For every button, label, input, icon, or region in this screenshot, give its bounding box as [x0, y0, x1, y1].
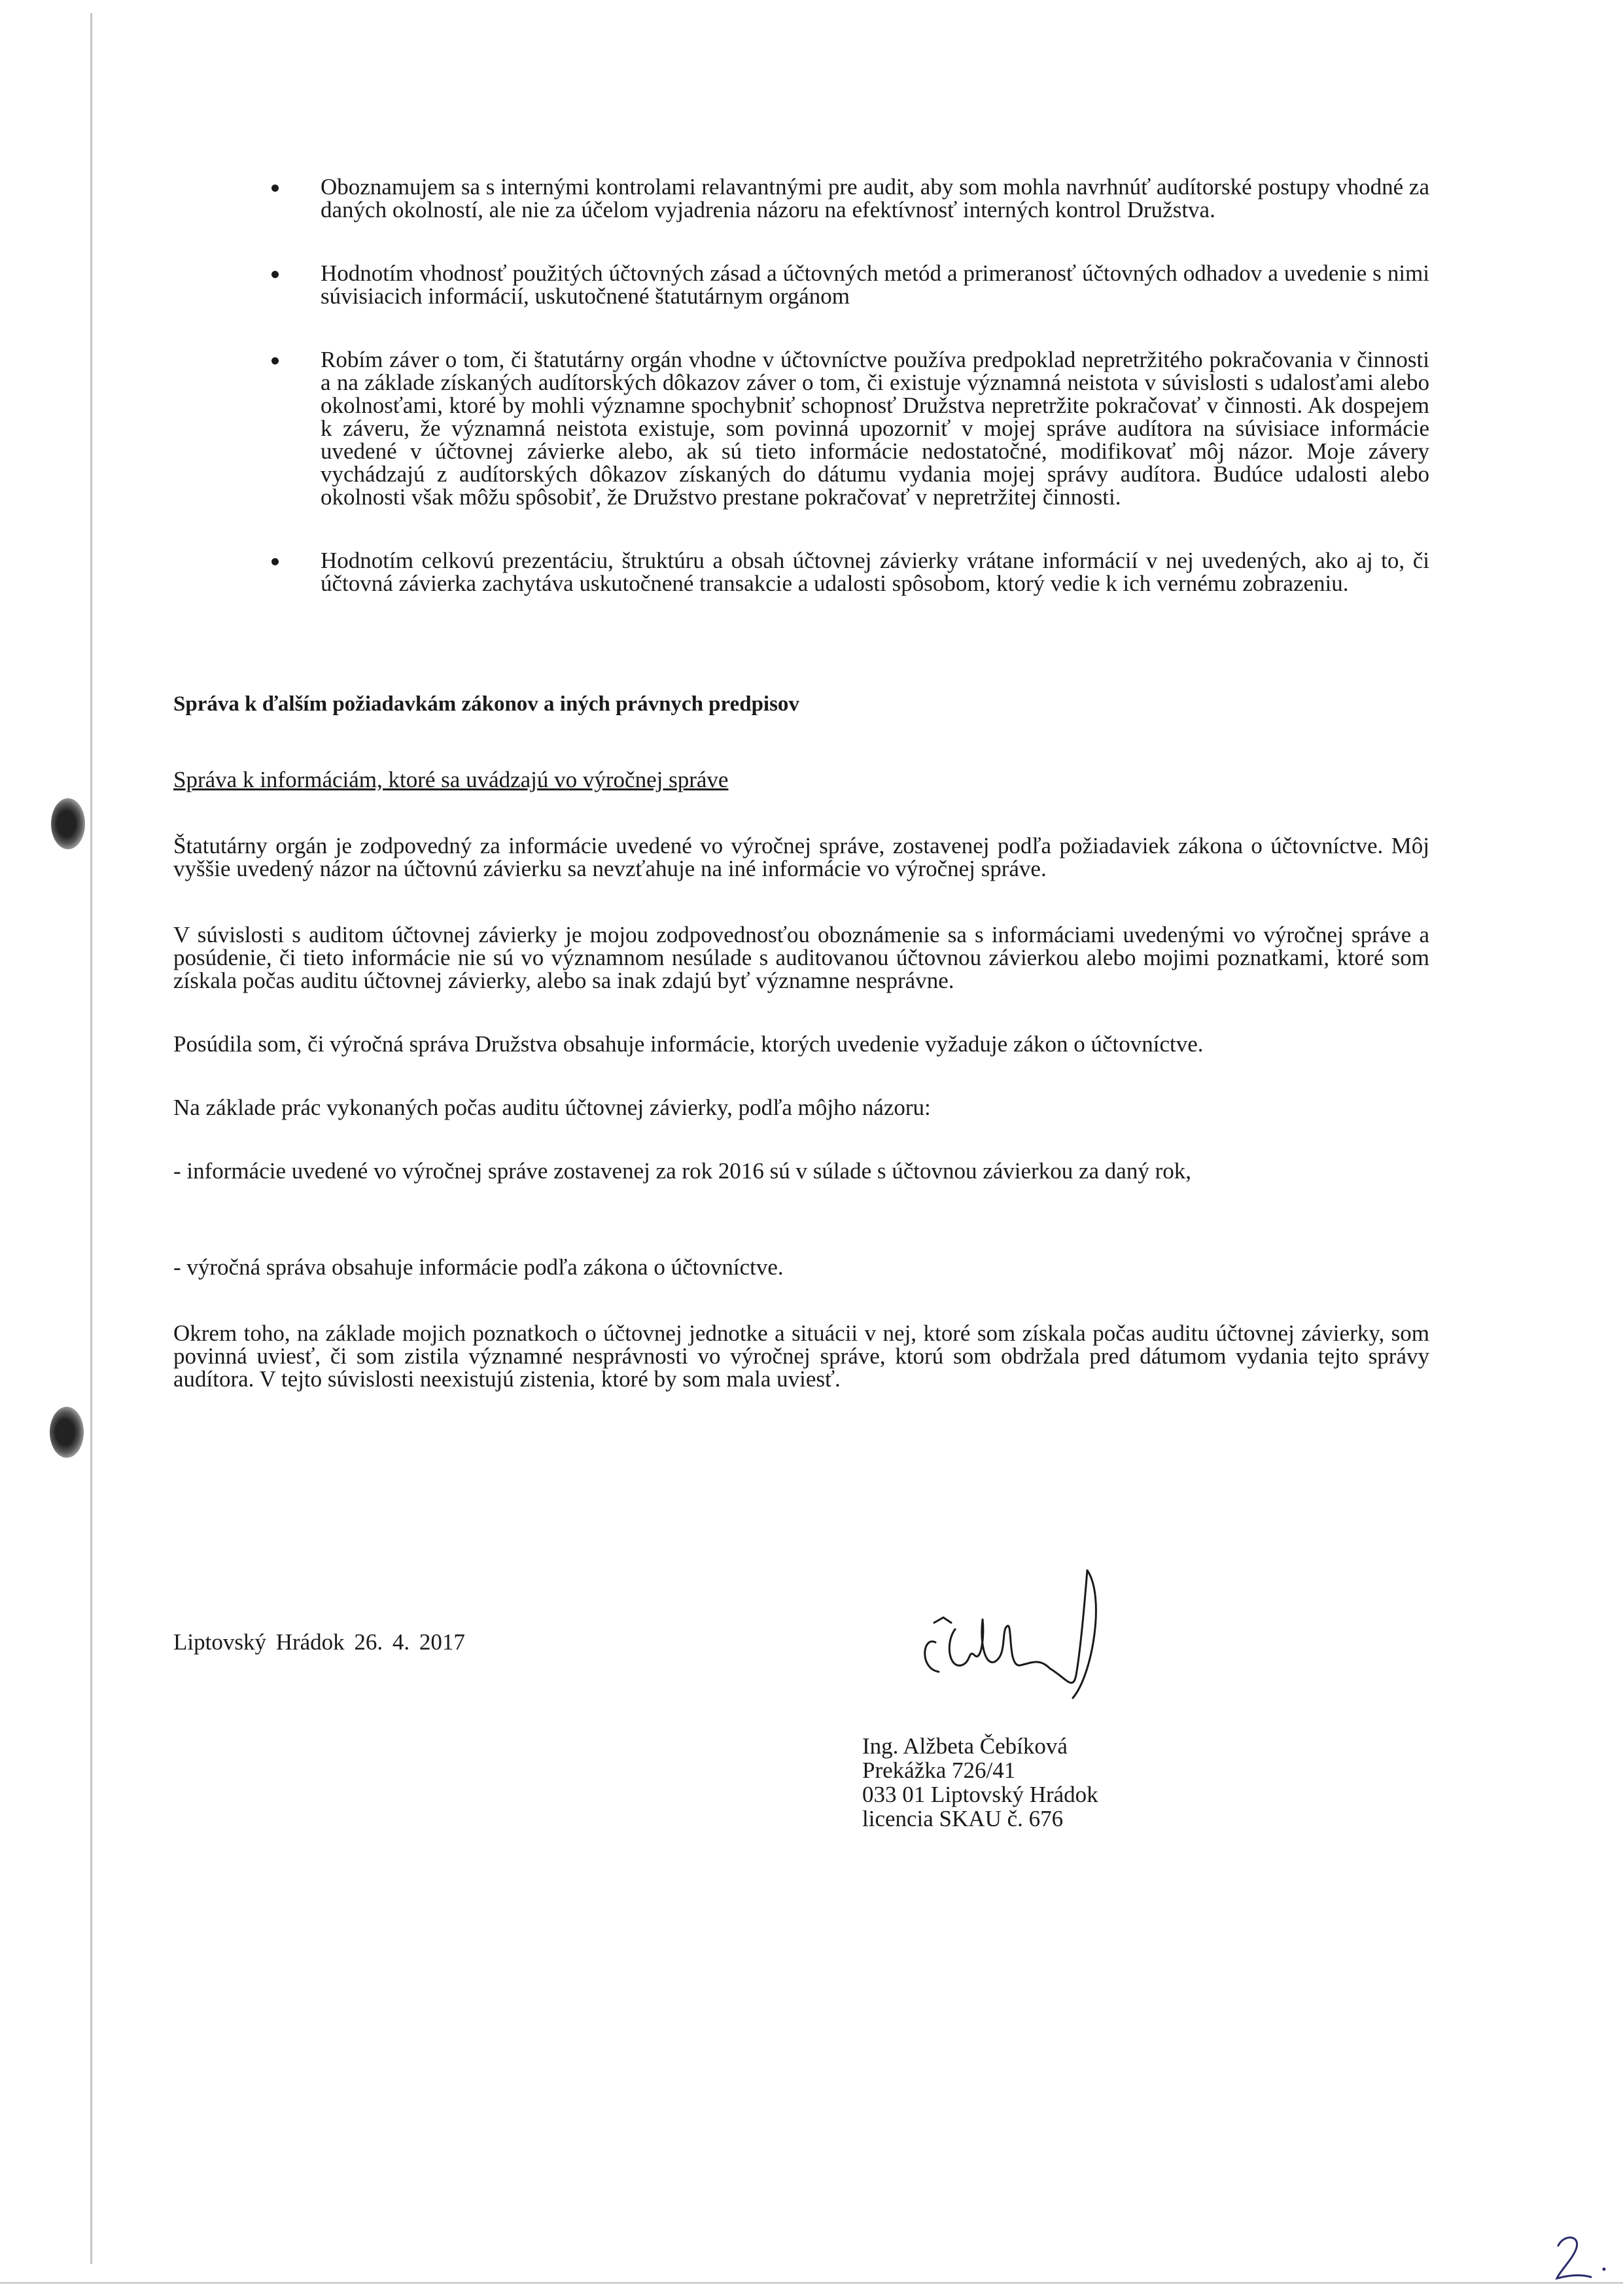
bullet-item	[173, 549, 1429, 595]
bullet-text: Oboznamujem sa s internými kontrolami relavantnými pre audit, aby som mohla navrhnúť audítorské postupy vhodné za daných okolností, ale nie za účelom vyjadrenia názoru na efektívnosť interných kontrol Družstva.	[321, 174, 1429, 222]
bullet-icon	[271, 558, 279, 565]
signer-street: Prekážka 726/41	[862, 1757, 1016, 1783]
signer-license: licencia SKAU č. 676	[862, 1806, 1064, 1831]
paragraph: - informácie uvedené vo výročnej správe zostavenej za rok 2016 sú v súlade s účtovnou závierkou za daný rok,	[173, 1158, 1191, 1184]
handwritten-signature	[909, 1557, 1125, 1708]
bullet-item	[173, 262, 1429, 308]
bullet-text: Hodnotím celkovú prezentáciu, štruktúru a obsah účtovnej závierky vrátane informácií v nej uvedených, ako aj to, či účtovná závierka zachytáva uskutočnené transakcie a udalosti spôsobom, ktorý vedie k ich vernému zobrazeniu.	[321, 548, 1429, 596]
paragraph: Posúdila som, či výročná správa Družstva obsahuje informácie, ktorých uvedenie vyžaduje zákon o účtovníctve.	[173, 1031, 1204, 1057]
bullet-icon	[271, 357, 279, 364]
place-and-date: Liptovský Hrádok 26. 4. 2017	[173, 1629, 465, 1655]
paragraph: - výročná správa obsahuje informácie podľa zákona o účtovníctve.	[173, 1254, 784, 1280]
section-subheading: Správa k informáciám, ktoré sa uvádzajú vo výročnej správe	[173, 767, 729, 792]
document-body	[173, 175, 1429, 1390]
scan-edge-line	[90, 13, 92, 2264]
paragraph: V súvislosti s auditom účtovnej závierky je mojou zodpovednosťou oboznámenie sa s informáciami uvedenými vo výročnej správe a posúdenie, či tieto informácie nie sú vo významnom nesúlade s auditovanou účtovnou závierkou alebo mojimi poznatkami, ktoré som získala počas auditu účtovnej závierky, alebo sa inak zdajú byť významne nesprávne.	[173, 922, 1429, 993]
section-heading: Správa k ďalším požiadavkám zákonov a iných právnych predpisov	[173, 692, 799, 716]
handwritten-page-number	[1550, 2231, 1609, 2284]
paragraph: Štatutárny orgán je zodpovedný za informácie uvedené vo výročnej správe, zostavenej podľa požiadaviek zákona o účtovníctve. Môj vyššie uvedený názor na účtovnú závierku sa nevzťahuje na iné informácie vo výročnej správe.	[173, 833, 1429, 881]
punch-hole-icon	[50, 1407, 84, 1458]
scan-bottom-line	[0, 2282, 1623, 2284]
paragraph: Okrem toho, na základe mojich poznatkoch o účtovnej jednotke a situácii v nej, ktoré som získala počas auditu účtovnej závierky, som povinná uviesť, či som zistila významné nesprávnosti vo výročnej správe, ktorú som obdržala pred dátumom vydania tejto správy audítora. V tejto súvislosti neexistujú zistenia, ktoré by som mala uviesť.	[173, 1320, 1429, 1392]
bullet-item	[173, 175, 1429, 221]
paragraph: Na základe prác vykonaných počas auditu účtovnej závierky, podľa môjho názoru:	[173, 1095, 931, 1120]
signer-block	[862, 1734, 1098, 1831]
bullet-icon	[271, 271, 279, 278]
signer-name: Ing. Alžbeta Čebíková	[862, 1733, 1068, 1759]
signer-city: 033 01 Liptovský Hrádok	[862, 1782, 1098, 1807]
bullet-text: Hodnotím vhodnosť použitých účtovných zásad a účtovných metód a primeranosť účtovných odhadov a uvedenie s nimi súvisiacich informácií, uskutočnené štatutárnym orgánom	[321, 260, 1429, 309]
punch-hole-icon	[51, 798, 85, 849]
bullet-item	[173, 348, 1429, 508]
bullet-icon	[271, 185, 279, 192]
bullet-text: Robím záver o tom, či štatutárny orgán vhodne v účtovníctve používa predpoklad nepretržitého pokračovania v činnosti a na základe získaných audítorských dôkazov záver o tom, či existuje významná neistota v súvislosti s udalosťami alebo okolnosťami, ktoré by mohli významne spochybniť schopnosť Družstva nepretržite pokračovať v činnosti. Ak dospejem k záveru, že významná neistota existuje, som povinná upozorniť v mojej správe audítora na súvisiace informácie uvedené v účtovnej závierke alebo, ak sú tieto informácie nedostatočné, modifikovať môj názor. Moje závery vychádzajú z audítorských dôkazov získaných do dátumu vydania mojej správy audítora. Budúce udalosti alebo okolnosti však môžu spôsobiť, že Družstvo prestane pokračovať v nepretržitej činnosti.	[321, 347, 1429, 510]
